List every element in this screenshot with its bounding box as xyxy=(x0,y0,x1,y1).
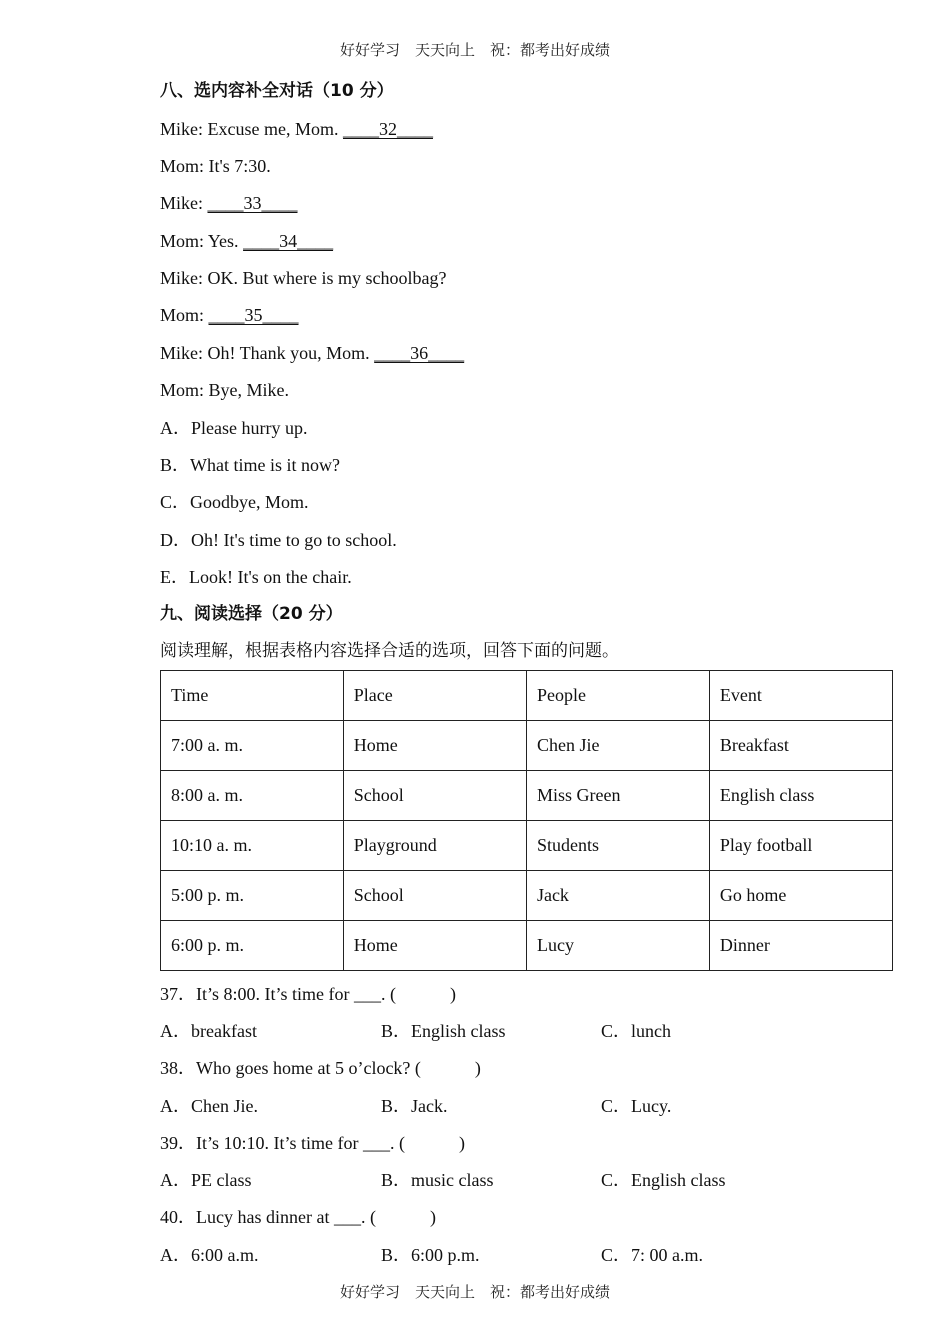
q39-option-a[interactable]: A．PE class xyxy=(160,1170,252,1190)
table-cell: Chen Jie xyxy=(526,721,709,771)
q37-option-c[interactable]: C．lunch xyxy=(601,1021,671,1041)
option-e: E．Look! It's on the chair. xyxy=(160,567,352,587)
page-footer: 好好学习 天天向上 祝：都考出好成绩 xyxy=(339,1283,610,1301)
q40-option-a[interactable]: A．6:00 a.m. xyxy=(160,1245,259,1265)
table-header-cell: People xyxy=(526,671,709,721)
table-cell: School xyxy=(343,871,526,921)
table-row xyxy=(161,871,893,921)
q39-option-b[interactable]: B．music class xyxy=(381,1170,494,1190)
dialogue-line: Mom: Yes. ____34____ xyxy=(160,231,334,251)
dialogue-line: Mike: Oh! Thank you, Mom. ____36____ xyxy=(160,343,465,363)
blank-33[interactable]: ____33____ xyxy=(207,193,298,213)
table-row xyxy=(161,721,893,771)
table-header-cell: Place xyxy=(343,671,526,721)
dialogue-line: Mike: OK. But where is my schoolbag? xyxy=(160,268,447,288)
dialogue-line: Mike: Excuse me, Mom. ____32____ xyxy=(160,119,433,139)
q40-option-b[interactable]: B．6:00 p.m. xyxy=(381,1245,480,1265)
page-header: 好好学习 天天向上 祝：都考出好成绩 xyxy=(339,41,610,59)
table-cell: 6:00 p. m. xyxy=(161,921,344,971)
dialogue-line: Mom: It's 7:30. xyxy=(160,156,271,176)
table-row xyxy=(161,921,893,971)
question-39: 39．It’s 10:10. It’s time for ___. ( ) xyxy=(160,1133,465,1153)
option-c: C．Goodbye, Mom. xyxy=(160,492,309,512)
table-cell: 5:00 p. m. xyxy=(161,871,344,921)
option-b: B．What time is it now? xyxy=(160,455,340,475)
section8-title: 八、选内容补全对话（10 分） xyxy=(160,81,394,101)
blank-36[interactable]: ____36____ xyxy=(374,343,465,363)
table-header-cell: Time xyxy=(161,671,344,721)
table-header-row xyxy=(161,671,893,721)
schedule-table xyxy=(160,670,893,971)
question-37: 37．It’s 8:00. It’s time for ___. ( ) xyxy=(160,984,456,1004)
table-cell: Home xyxy=(343,721,526,771)
q37-option-a[interactable]: A．breakfast xyxy=(160,1021,257,1041)
blank-35[interactable]: ____35____ xyxy=(208,305,299,325)
table-cell: Students xyxy=(526,821,709,871)
table-cell: Lucy xyxy=(526,921,709,971)
table-cell: English class xyxy=(709,771,892,821)
dialogue-line: Mom: Bye, Mike. xyxy=(160,380,290,400)
section9-instruction: 阅读理解，根据表格内容选择合适的选项，回答下面的问题。 xyxy=(160,641,619,661)
table-cell: 7:00 a. m. xyxy=(161,721,344,771)
table-cell: Dinner xyxy=(709,921,892,971)
table-cell: Go home xyxy=(709,871,892,921)
option-a: A．Please hurry up. xyxy=(160,418,308,438)
q37-option-b[interactable]: B．English class xyxy=(381,1021,506,1041)
dialogue-line: Mike: ____33____ xyxy=(160,193,298,213)
option-d: D．Oh! It's time to go to school. xyxy=(160,530,397,550)
dialogue-line: Mom: ____35____ xyxy=(160,305,299,325)
q40-option-c[interactable]: C．7: 00 a.m. xyxy=(601,1245,703,1265)
table-cell: 10:10 a. m. xyxy=(161,821,344,871)
table-cell: Home xyxy=(343,921,526,971)
q39-option-c[interactable]: C．English class xyxy=(601,1170,726,1190)
section9-title: 九、阅读选择（20 分） xyxy=(160,604,343,624)
q38-option-c[interactable]: C．Lucy. xyxy=(601,1096,672,1116)
blank-32[interactable]: ____32____ xyxy=(342,119,433,139)
table-cell: Breakfast xyxy=(709,721,892,771)
blank-34[interactable]: ____34____ xyxy=(243,231,334,251)
table-header-cell: Event xyxy=(709,671,892,721)
table-row xyxy=(161,821,893,871)
q38-option-b[interactable]: B．Jack. xyxy=(381,1096,448,1116)
table-cell: Jack xyxy=(526,871,709,921)
table-cell: Play football xyxy=(709,821,892,871)
table-cell: 8:00 a. m. xyxy=(161,771,344,821)
table-row xyxy=(161,771,893,821)
table-cell: School xyxy=(343,771,526,821)
question-38: 38．Who goes home at 5 o’clock? ( ) xyxy=(160,1058,481,1078)
q38-option-a[interactable]: A．Chen Jie. xyxy=(160,1096,258,1116)
question-40: 40．Lucy has dinner at ___. ( ) xyxy=(160,1207,436,1227)
table-cell: Playground xyxy=(343,821,526,871)
table-cell: Miss Green xyxy=(526,771,709,821)
